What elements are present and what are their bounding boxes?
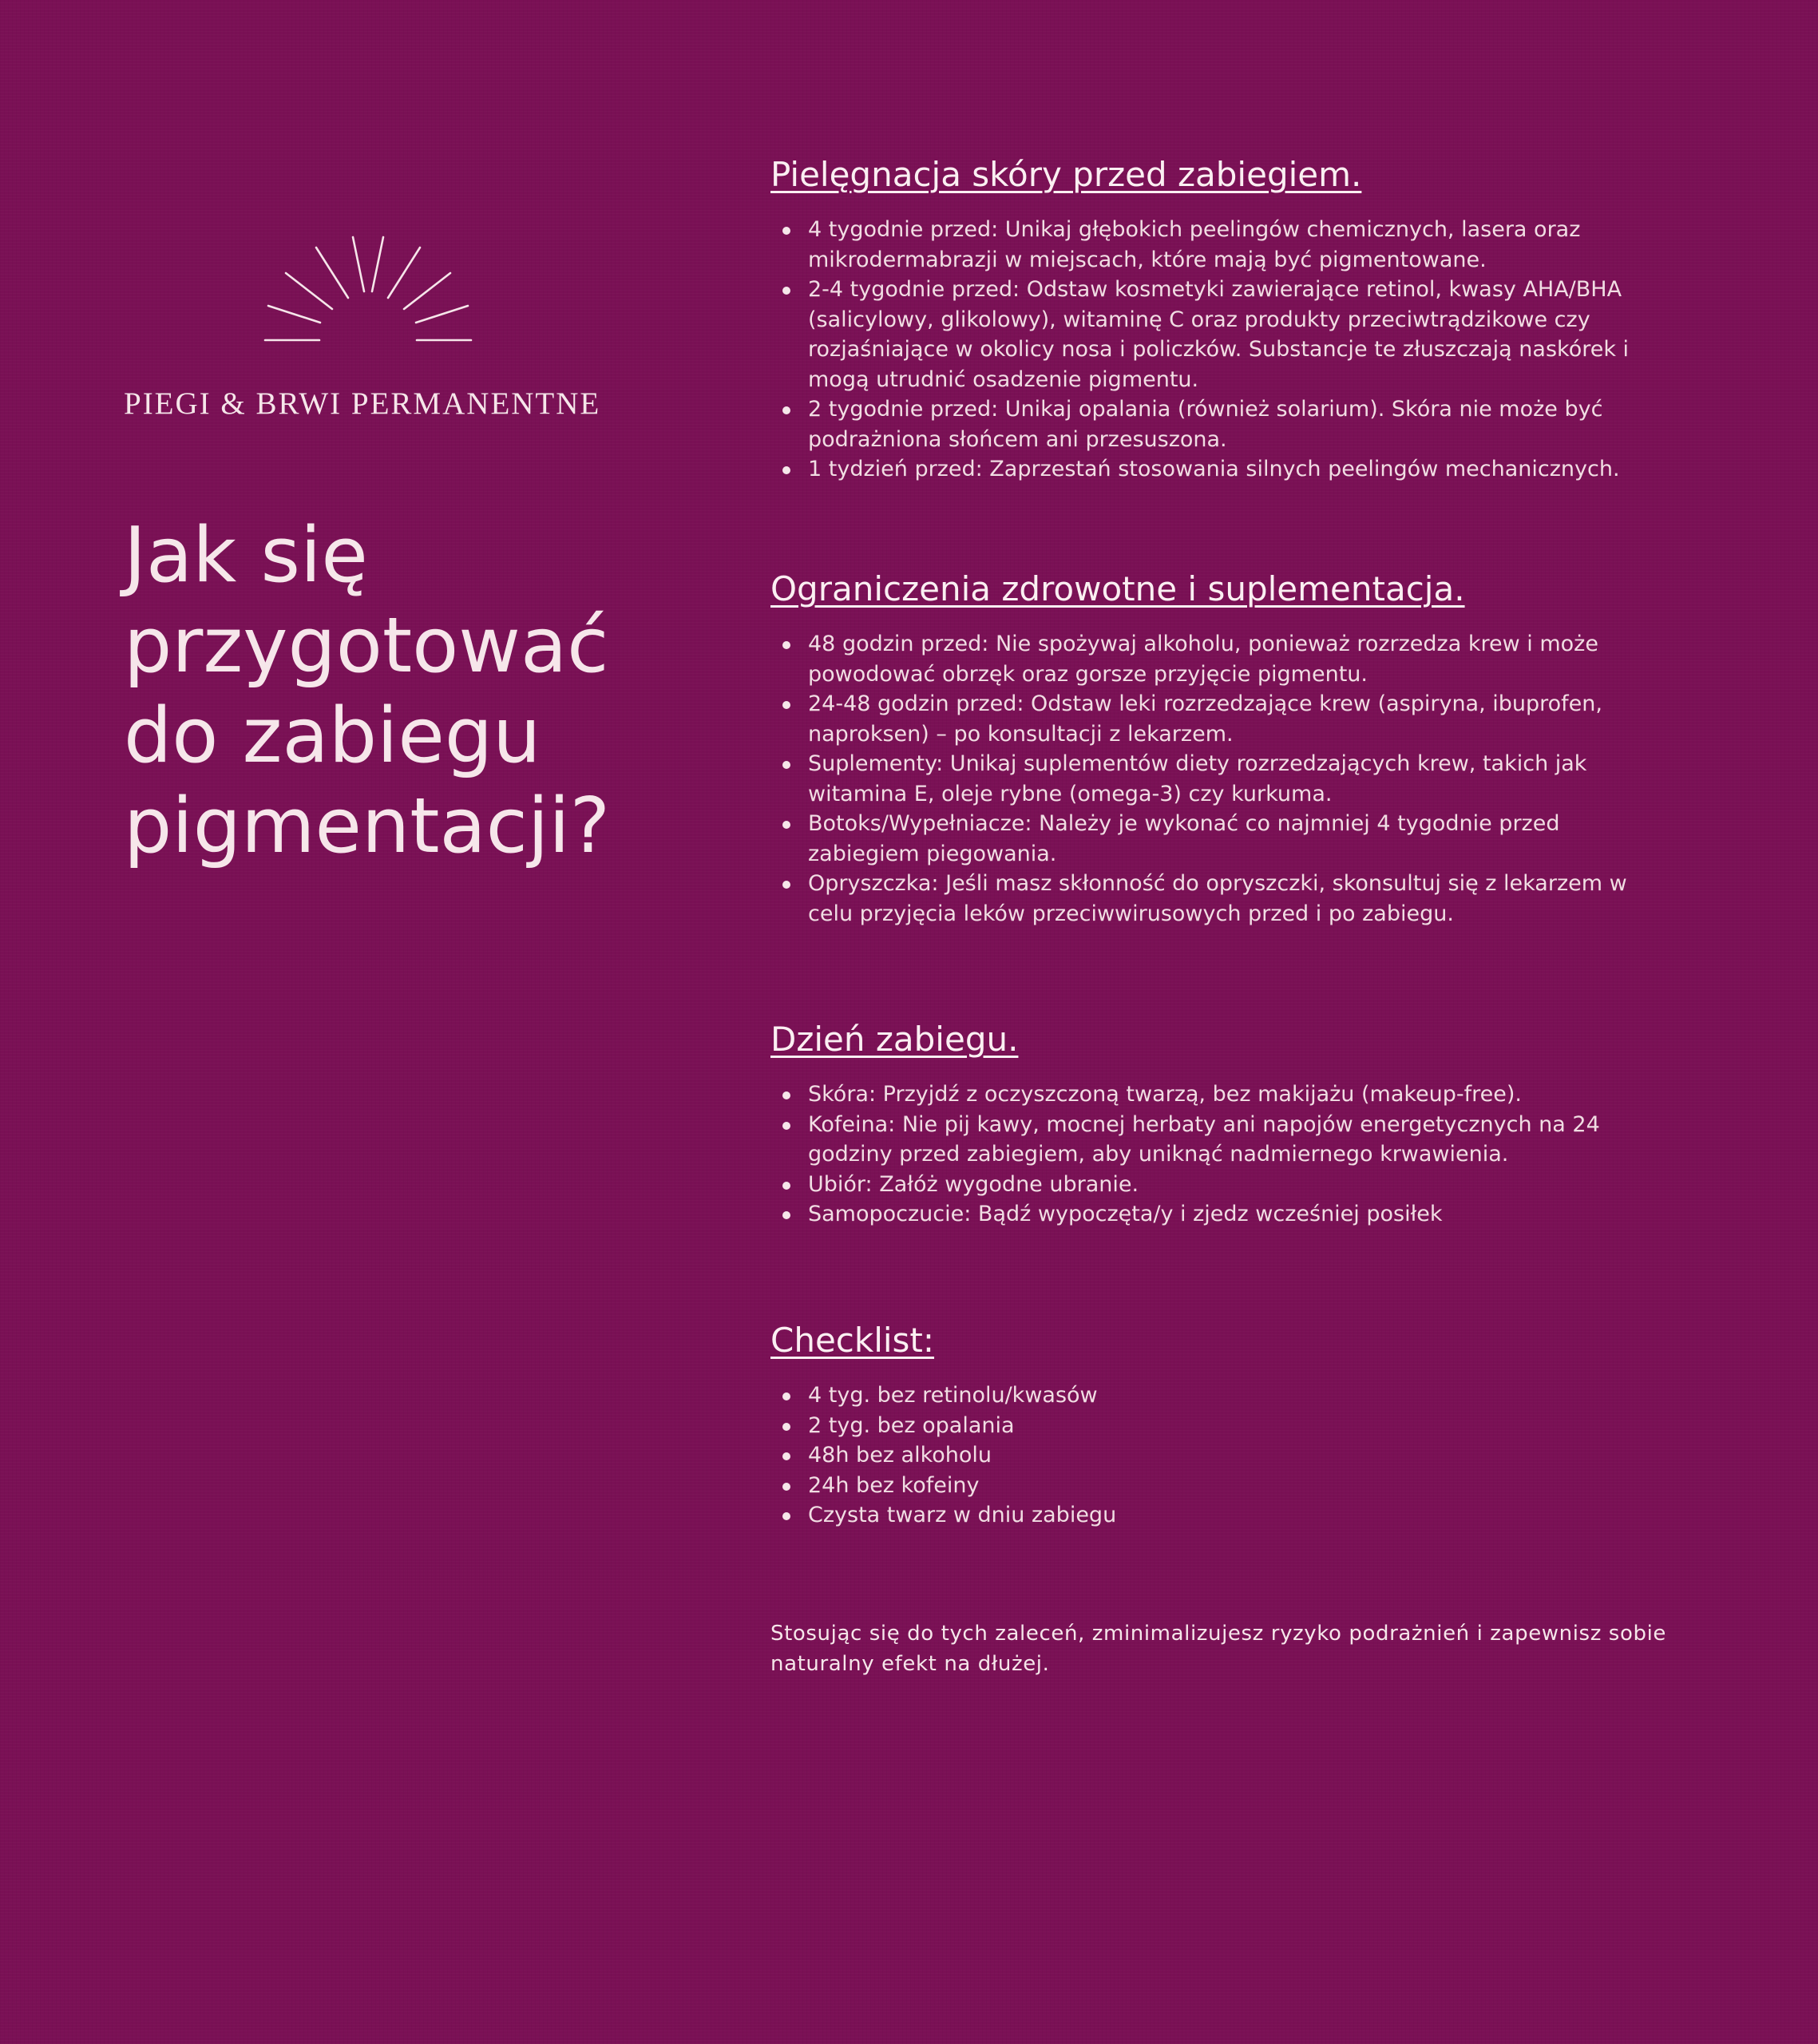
page-title-line: pigmentacji? [124, 782, 611, 870]
list-item: 4 tygodnie przed: Unikaj głębokich peelingów chemicznych, lasera oraz mikrodermabrazji w miejscach, które mają być pigmentowane. [770, 215, 1673, 275]
section-skincare [770, 154, 1673, 485]
bullet-list [770, 1380, 1673, 1531]
section-heading: Dzień zabiegu. [770, 1020, 1019, 1059]
checklist-item: 48h bez alkoholu [770, 1440, 1673, 1471]
page-title-line: Jak się [124, 512, 368, 600]
page-title-line: przygotować [124, 602, 609, 690]
checklist-item: 2 tyg. bez opalania [770, 1411, 1673, 1441]
sunburst-icon [263, 236, 473, 344]
list-item: Botoks/Wypełniacze: Należy je wykonać co najmniej 4 tygodnie przed zabiegiem piegowania. [770, 809, 1673, 869]
section-health [770, 568, 1673, 929]
list-item: Samopoczucie: Bądź wypoczęta/y i zjedz wcześniej posiłek [770, 1199, 1673, 1230]
section-checklist [770, 1320, 1673, 1531]
bullet-list [770, 215, 1673, 485]
section-day-of [770, 1019, 1673, 1230]
section-heading: Pielęgnacja skóry przed zabiegiem. [770, 155, 1362, 194]
list-item: 48 godzin przed: Nie spożywaj alkoholu, ponieważ rozrzedza krew i może powodować obrzęk oraz gorsze przyjęcie pigmentu. [770, 629, 1673, 689]
page-title-line: do zabiegu [124, 692, 541, 780]
list-item: Ubiór: Załóż wygodne ubranie. [770, 1170, 1673, 1200]
list-item: 24-48 godzin przed: Odstaw leki rozrzedzające krew (aspiryna, ibuprofen, naproksen) – po konsultacji z lekarzem. [770, 689, 1673, 749]
bullet-list [770, 629, 1673, 929]
list-item: Opryszczka: Jeśli masz skłonność do opryszczki, skonsultuj się z lekarzem w celu przyjęcia leków przeciwwirusowych przed i po zabiegu. [770, 869, 1673, 929]
list-item: 1 tydzień przed: Zaprzestań stosowania silnych peelingów mechanicznych. [770, 454, 1673, 485]
list-item: Suplementy: Unikaj suplementów diety rozrzedzających krew, takich jak witamina E, oleje rybne (omega-3) czy kurkuma. [770, 749, 1673, 809]
section-heading: Checklist: [770, 1321, 935, 1360]
checklist-item: 4 tyg. bez retinolu/kwasów [770, 1380, 1673, 1411]
list-item: Kofeina: Nie pij kawy, mocnej herbaty ani napojów energetycznych na 24 godziny przed zabiegiem, aby uniknąć nadmiernego krwawienia. [770, 1110, 1673, 1170]
closing-note: Stosując się do tych zaleceń, zminimalizujesz ryzyko podrażnień i zapewnisz sobie naturalny efekt na dłużej. [770, 1622, 1666, 1676]
list-item: 2-4 tygodnie przed: Odstaw kosmetyki zawierające retinol, kwasy AHA/BHA (salicylowy, glikolowy), witaminę C oraz produkty przeciwtrądzikowe czy rozjaśniające w okolicy nosa i policzków. Substancje te złuszczają naskórek i mogą utrudnić osadzenie pigmentu. [770, 275, 1673, 394]
brand-name: PIEGI & BRWI PERMANENTNE [124, 386, 601, 421]
section-heading: Ograniczenia zdrowotne i suplementacja. [770, 569, 1465, 608]
bullet-list [770, 1079, 1673, 1230]
list-item: Skóra: Przyjdź z oczyszczoną twarzą, bez makijażu (makeup-free). [770, 1079, 1673, 1110]
checklist-item: Czysta twarz w dniu zabiegu [770, 1500, 1673, 1531]
page-title [124, 511, 635, 872]
list-item: 2 tygodnie przed: Unikaj opalania (również solarium). Skóra nie może być podrażniona słońcem ani przesuszona. [770, 394, 1673, 454]
checklist-item: 24h bez kofeiny [770, 1471, 1673, 1501]
